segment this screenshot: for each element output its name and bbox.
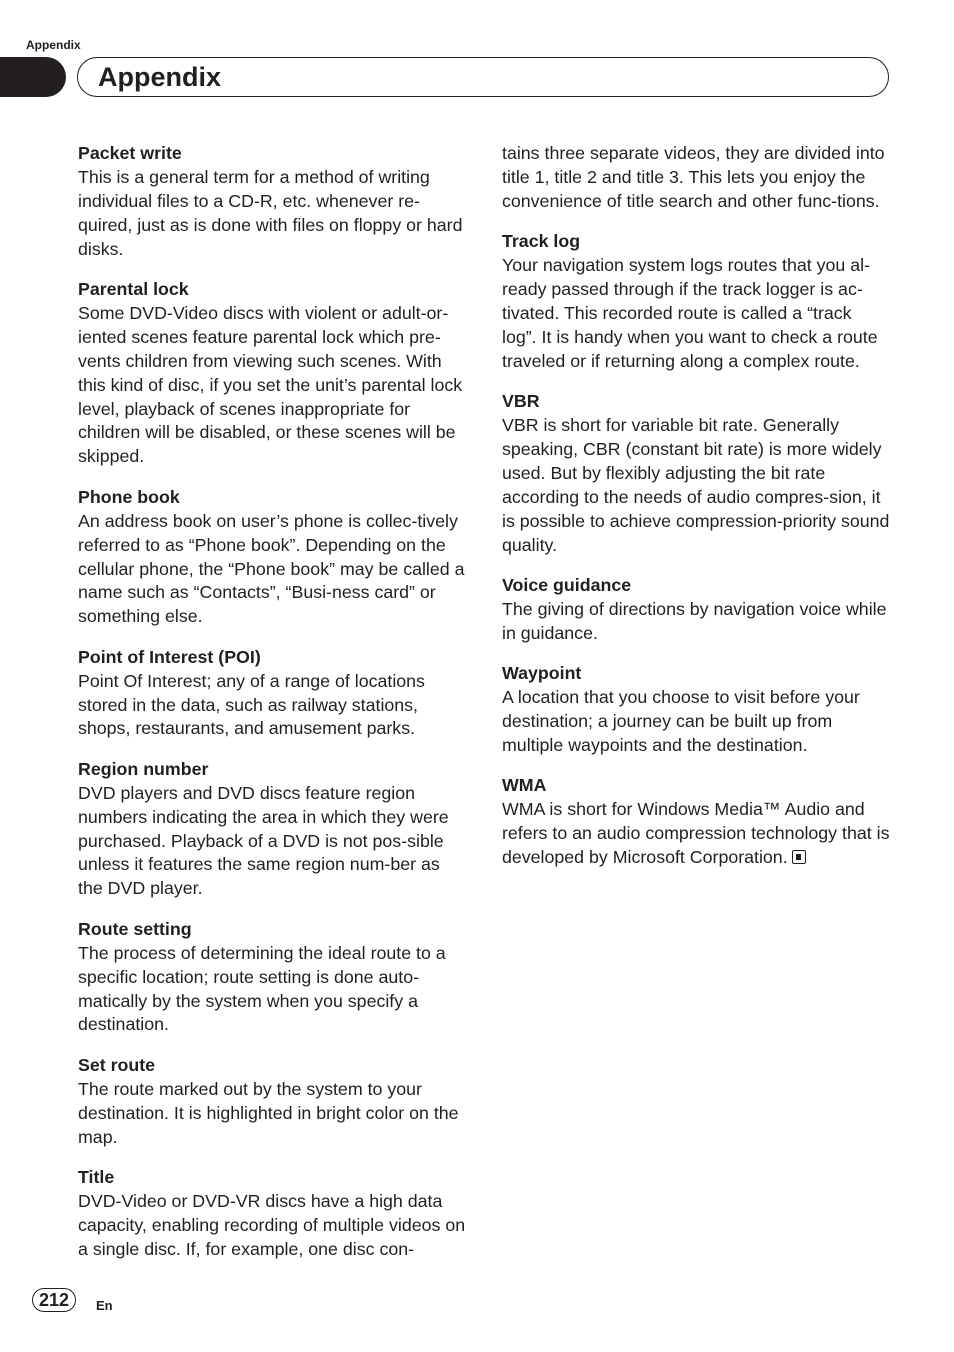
glossary-term: Point of Interest (POI) — [78, 646, 261, 667]
section-title: Appendix — [98, 62, 222, 92]
glossary-entry — [78, 1166, 466, 1262]
running-head: Appendix — [26, 38, 81, 52]
glossary-definition: The giving of directions by navigation voice while in guidance. — [502, 598, 887, 643]
glossary-entry — [78, 1054, 466, 1150]
end-of-section-icon — [792, 850, 806, 864]
glossary-definition: The process of determining the ideal route to a specific location; route setting is done auto-matically by the system when you specify a destination. — [78, 942, 446, 1035]
glossary-definition: The route marked out by the system to your destination. It is highlighted in bright color on the map. — [78, 1078, 459, 1147]
glossary-entry — [78, 918, 466, 1038]
glossary-term: Voice guidance — [502, 575, 632, 595]
glossary-definition: This is a general term for a method of writing individual files to a CD-R, etc. whenever re-quired, just as is done with files on floppy or hard disks. — [78, 166, 463, 259]
glossary-term: WMA — [502, 775, 547, 796]
glossary-definition: An address book on user’s phone is collec-tively referred to as “Phone book”. Depending on the cellular phone, the “Phone book” may be called a name such as “Contacts”, “Busi-ness card” or something else. — [78, 510, 465, 627]
glossary-definition: Some DVD-Video discs with violent or adult-or-iented scenes feature parental lock which pre-vents children from viewing such scenes. With this kind of disc, if you set the unit’s parental lock level, playback of scenes inappropriate for children will be disabled, or these scenes will be skipped. — [78, 302, 463, 467]
glossary-definition-continued: tains three separate videos, they are divided into title 1, title 2 and title 3. This lets you enjoy the convenience of title search and other func-tions. — [502, 143, 885, 211]
section-title-box — [77, 57, 889, 97]
glossary-term: Title — [78, 1166, 115, 1187]
glossary-term: Waypoint — [502, 663, 582, 684]
glossary-term: VBR — [502, 391, 540, 412]
glossary-term: Region number — [78, 758, 209, 779]
glossary-definition-wrapper — [502, 798, 890, 870]
glossary-entry — [78, 278, 466, 469]
glossary-term: Set route — [78, 1054, 156, 1075]
glossary-entry — [502, 574, 890, 646]
page-number: 212 — [32, 1288, 76, 1312]
section-tab-marker — [0, 57, 66, 97]
glossary-entry — [78, 646, 466, 742]
glossary-definition: A location that you choose to visit before your destination; a journey can be built up from multiple waypoints and the destination. — [502, 687, 860, 755]
glossary-definition: Your navigation system logs routes that you al-ready passed through if the track logger is ac-tivated. This recorded route is called a “track log”. It is handy when you want to check a route traveled or if returning along a complex route. — [502, 255, 878, 371]
glossary-definition: DVD-Video or DVD-VR discs have a high data capacity, enabling recording of multiple videos on a single disc. If, for example, one disc con- — [78, 1190, 466, 1259]
glossary-definition: DVD players and DVD discs feature region numbers indicating the area in which they were purchased. Playback of a DVD is not pos-sible unless it features the same region num-ber as the DVD player. — [78, 782, 449, 899]
glossary-entry — [502, 230, 890, 373]
glossary-term: Track log — [502, 231, 581, 252]
right-column — [502, 142, 890, 886]
glossary-definition: Point Of Interest; any of a range of locations stored in the data, such as railway stations, shops, restaurants, and amusement parks. — [78, 670, 425, 739]
glossary-term: Packet write — [78, 143, 182, 163]
glossary-definition: WMA is short for Windows Media™ Audio and refers to an audio compression technology that is developed by Microsoft Corporation. — [502, 799, 890, 868]
glossary-entry — [502, 390, 890, 557]
glossary-term: Route setting — [78, 918, 192, 939]
left-column — [78, 142, 466, 1278]
glossary-entry — [78, 486, 466, 629]
glossary-definition: VBR is short for variable bit rate. Generally speaking, CBR (constant bit rate) is more widely used. But by flexibly adjusting the bit rate according to the needs of audio compres-sion, it is possible to achieve compression-priority sound quality. — [502, 415, 890, 555]
glossary-term: Parental lock — [78, 279, 189, 300]
glossary-entry — [502, 774, 890, 870]
glossary-entry — [78, 758, 466, 901]
glossary-entry — [502, 662, 890, 758]
glossary-entry — [78, 142, 466, 262]
glossary-term: Phone book — [78, 486, 180, 507]
language-code: En — [96, 1298, 113, 1313]
